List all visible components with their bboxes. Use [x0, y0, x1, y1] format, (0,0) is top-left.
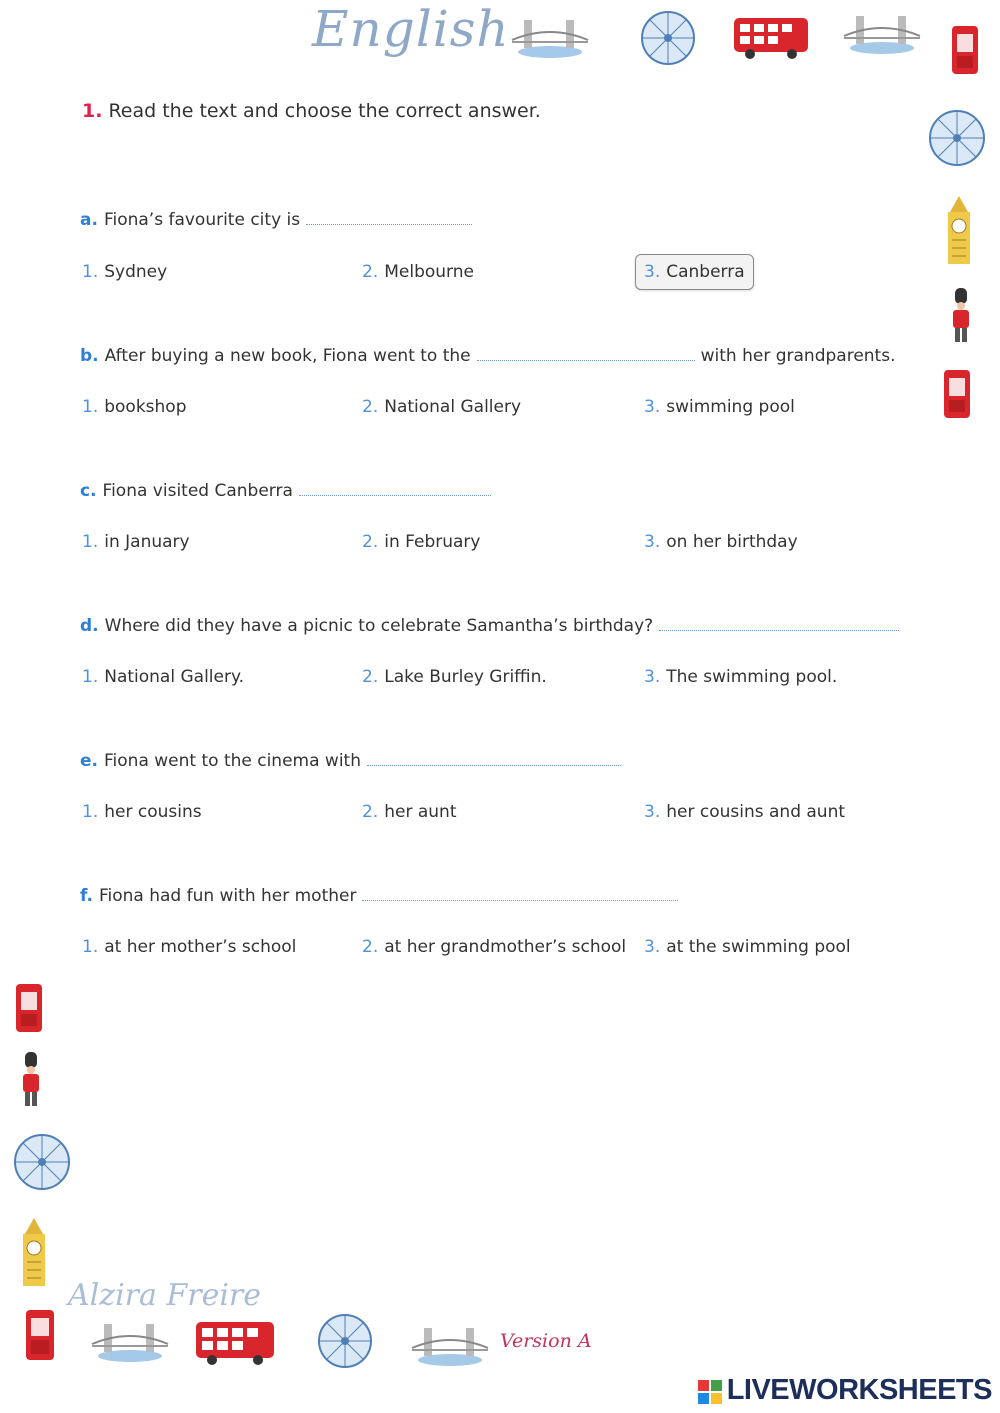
question-text: Where did they have a picnic to celebrate Samantha’s birthday? — [104, 616, 654, 636]
option-a-2[interactable] — [362, 262, 474, 282]
answer-blank[interactable] — [306, 210, 472, 225]
instruction-text: Read the text and choose the correct answer. — [108, 100, 541, 122]
tower-bridge-icon — [90, 1318, 170, 1364]
option-label: at her grandmother’s school — [384, 937, 627, 957]
question-text: Fiona visited Canberra — [102, 481, 293, 501]
option-label: swimming pool — [666, 397, 795, 417]
option-e-2[interactable] — [362, 802, 457, 822]
tower-bridge-icon — [842, 10, 922, 56]
option-b-3[interactable] — [644, 397, 795, 417]
option-label: Lake Burley Griffin. — [384, 667, 547, 687]
option-number: 2. — [362, 802, 379, 822]
option-c-3[interactable] — [644, 532, 798, 552]
option-label: at the swimming pool — [666, 937, 851, 957]
question-text: Fiona had fun with her mother — [98, 886, 357, 906]
version-label: Version A — [500, 1330, 592, 1352]
option-number: 3. — [644, 667, 661, 687]
answer-blank[interactable] — [659, 616, 899, 631]
question-text: Fiona went to the cinema with — [104, 751, 361, 771]
option-b-2[interactable] — [362, 397, 521, 417]
phone-box-icon — [940, 366, 974, 422]
red-bus-icon — [732, 14, 812, 60]
question-d — [80, 616, 905, 636]
question-a — [80, 210, 478, 230]
answer-blank[interactable] — [299, 481, 491, 496]
option-number: 1. — [82, 937, 99, 957]
option-b-1[interactable] — [82, 397, 187, 417]
option-number: 2. — [362, 397, 379, 417]
option-label: her aunt — [384, 802, 457, 822]
option-number: 3. — [644, 802, 661, 822]
question-e — [80, 751, 627, 771]
option-label: The swimming pool. — [666, 667, 838, 687]
question-f — [80, 886, 684, 906]
option-d-2[interactable] — [362, 667, 547, 687]
option-c-1[interactable] — [82, 532, 190, 552]
option-number: 3. — [644, 262, 661, 282]
question-letter: b. — [80, 346, 99, 366]
phone-box-icon — [948, 22, 982, 78]
london-eye-icon — [636, 10, 700, 70]
option-c-2[interactable] — [362, 532, 480, 552]
question-letter: e. — [80, 751, 98, 771]
option-label: her cousins — [104, 802, 202, 822]
question-b — [80, 346, 896, 366]
option-label: bookshop — [104, 397, 187, 417]
red-bus-icon — [194, 1318, 278, 1368]
liveworksheets-logo-icon — [698, 1380, 722, 1404]
option-label: National Gallery. — [104, 667, 245, 687]
option-label: in January — [104, 532, 190, 552]
option-label: on her birthday — [666, 532, 798, 552]
option-number: 1. — [82, 802, 99, 822]
option-label: Canberra — [666, 262, 745, 282]
option-f-2[interactable] — [362, 937, 626, 957]
question-letter: d. — [80, 616, 99, 636]
option-label: Sydney — [104, 262, 168, 282]
london-eye-icon — [924, 108, 990, 172]
author-signature: Alzira Freire — [68, 1278, 262, 1313]
london-eye-icon — [312, 1312, 378, 1374]
option-label: Melbourne — [384, 262, 474, 282]
option-a-1[interactable] — [82, 262, 167, 282]
option-number: 1. — [82, 667, 99, 687]
option-f-3[interactable] — [644, 937, 851, 957]
tower-bridge-icon — [410, 1322, 490, 1368]
option-f-1[interactable] — [82, 937, 296, 957]
option-a-3-selected[interactable] — [635, 254, 754, 290]
exercise-instruction — [82, 100, 541, 122]
option-label: in February — [384, 532, 481, 552]
option-label: at her mother’s school — [104, 937, 297, 957]
question-text: After buying a new book, Fiona went to the — [104, 346, 471, 366]
question-letter: a. — [80, 210, 98, 230]
london-eye-icon — [8, 1132, 76, 1196]
tower-bridge-icon — [510, 14, 590, 60]
phone-box-icon — [20, 1306, 60, 1364]
question-letter: f. — [80, 886, 93, 906]
exercise-number: 1. — [82, 100, 103, 122]
option-number: 2. — [362, 937, 379, 957]
option-number: 1. — [82, 397, 99, 417]
answer-blank[interactable] — [477, 346, 695, 361]
option-number: 2. — [362, 667, 379, 687]
royal-guard-icon — [946, 286, 976, 344]
page-title: English — [312, 0, 510, 58]
option-number: 3. — [644, 532, 661, 552]
big-ben-icon — [938, 194, 980, 266]
question-text: Fiona’s favourite city is — [103, 210, 301, 230]
question-c — [80, 481, 497, 501]
answer-blank[interactable] — [362, 886, 678, 901]
option-number: 3. — [644, 397, 661, 417]
question-text-after: with her grandparents. — [700, 346, 896, 366]
option-e-1[interactable] — [82, 802, 202, 822]
brand-name[interactable]: LIVEWORKSHEETS — [726, 1374, 992, 1406]
big-ben-icon — [12, 1216, 56, 1288]
question-letter: c. — [80, 481, 97, 501]
option-number: 1. — [82, 262, 99, 282]
option-e-3[interactable] — [644, 802, 845, 822]
option-number: 1. — [82, 532, 99, 552]
option-number: 2. — [362, 532, 379, 552]
option-label: her cousins and aunt — [666, 802, 846, 822]
option-number: 2. — [362, 262, 379, 282]
royal-guard-icon — [16, 1050, 46, 1110]
option-d-1[interactable] — [82, 667, 244, 687]
option-label: National Gallery — [384, 397, 522, 417]
answer-blank[interactable] — [367, 751, 621, 766]
option-d-3[interactable] — [644, 667, 837, 687]
phone-box-icon — [10, 980, 48, 1036]
option-number: 3. — [644, 937, 661, 957]
